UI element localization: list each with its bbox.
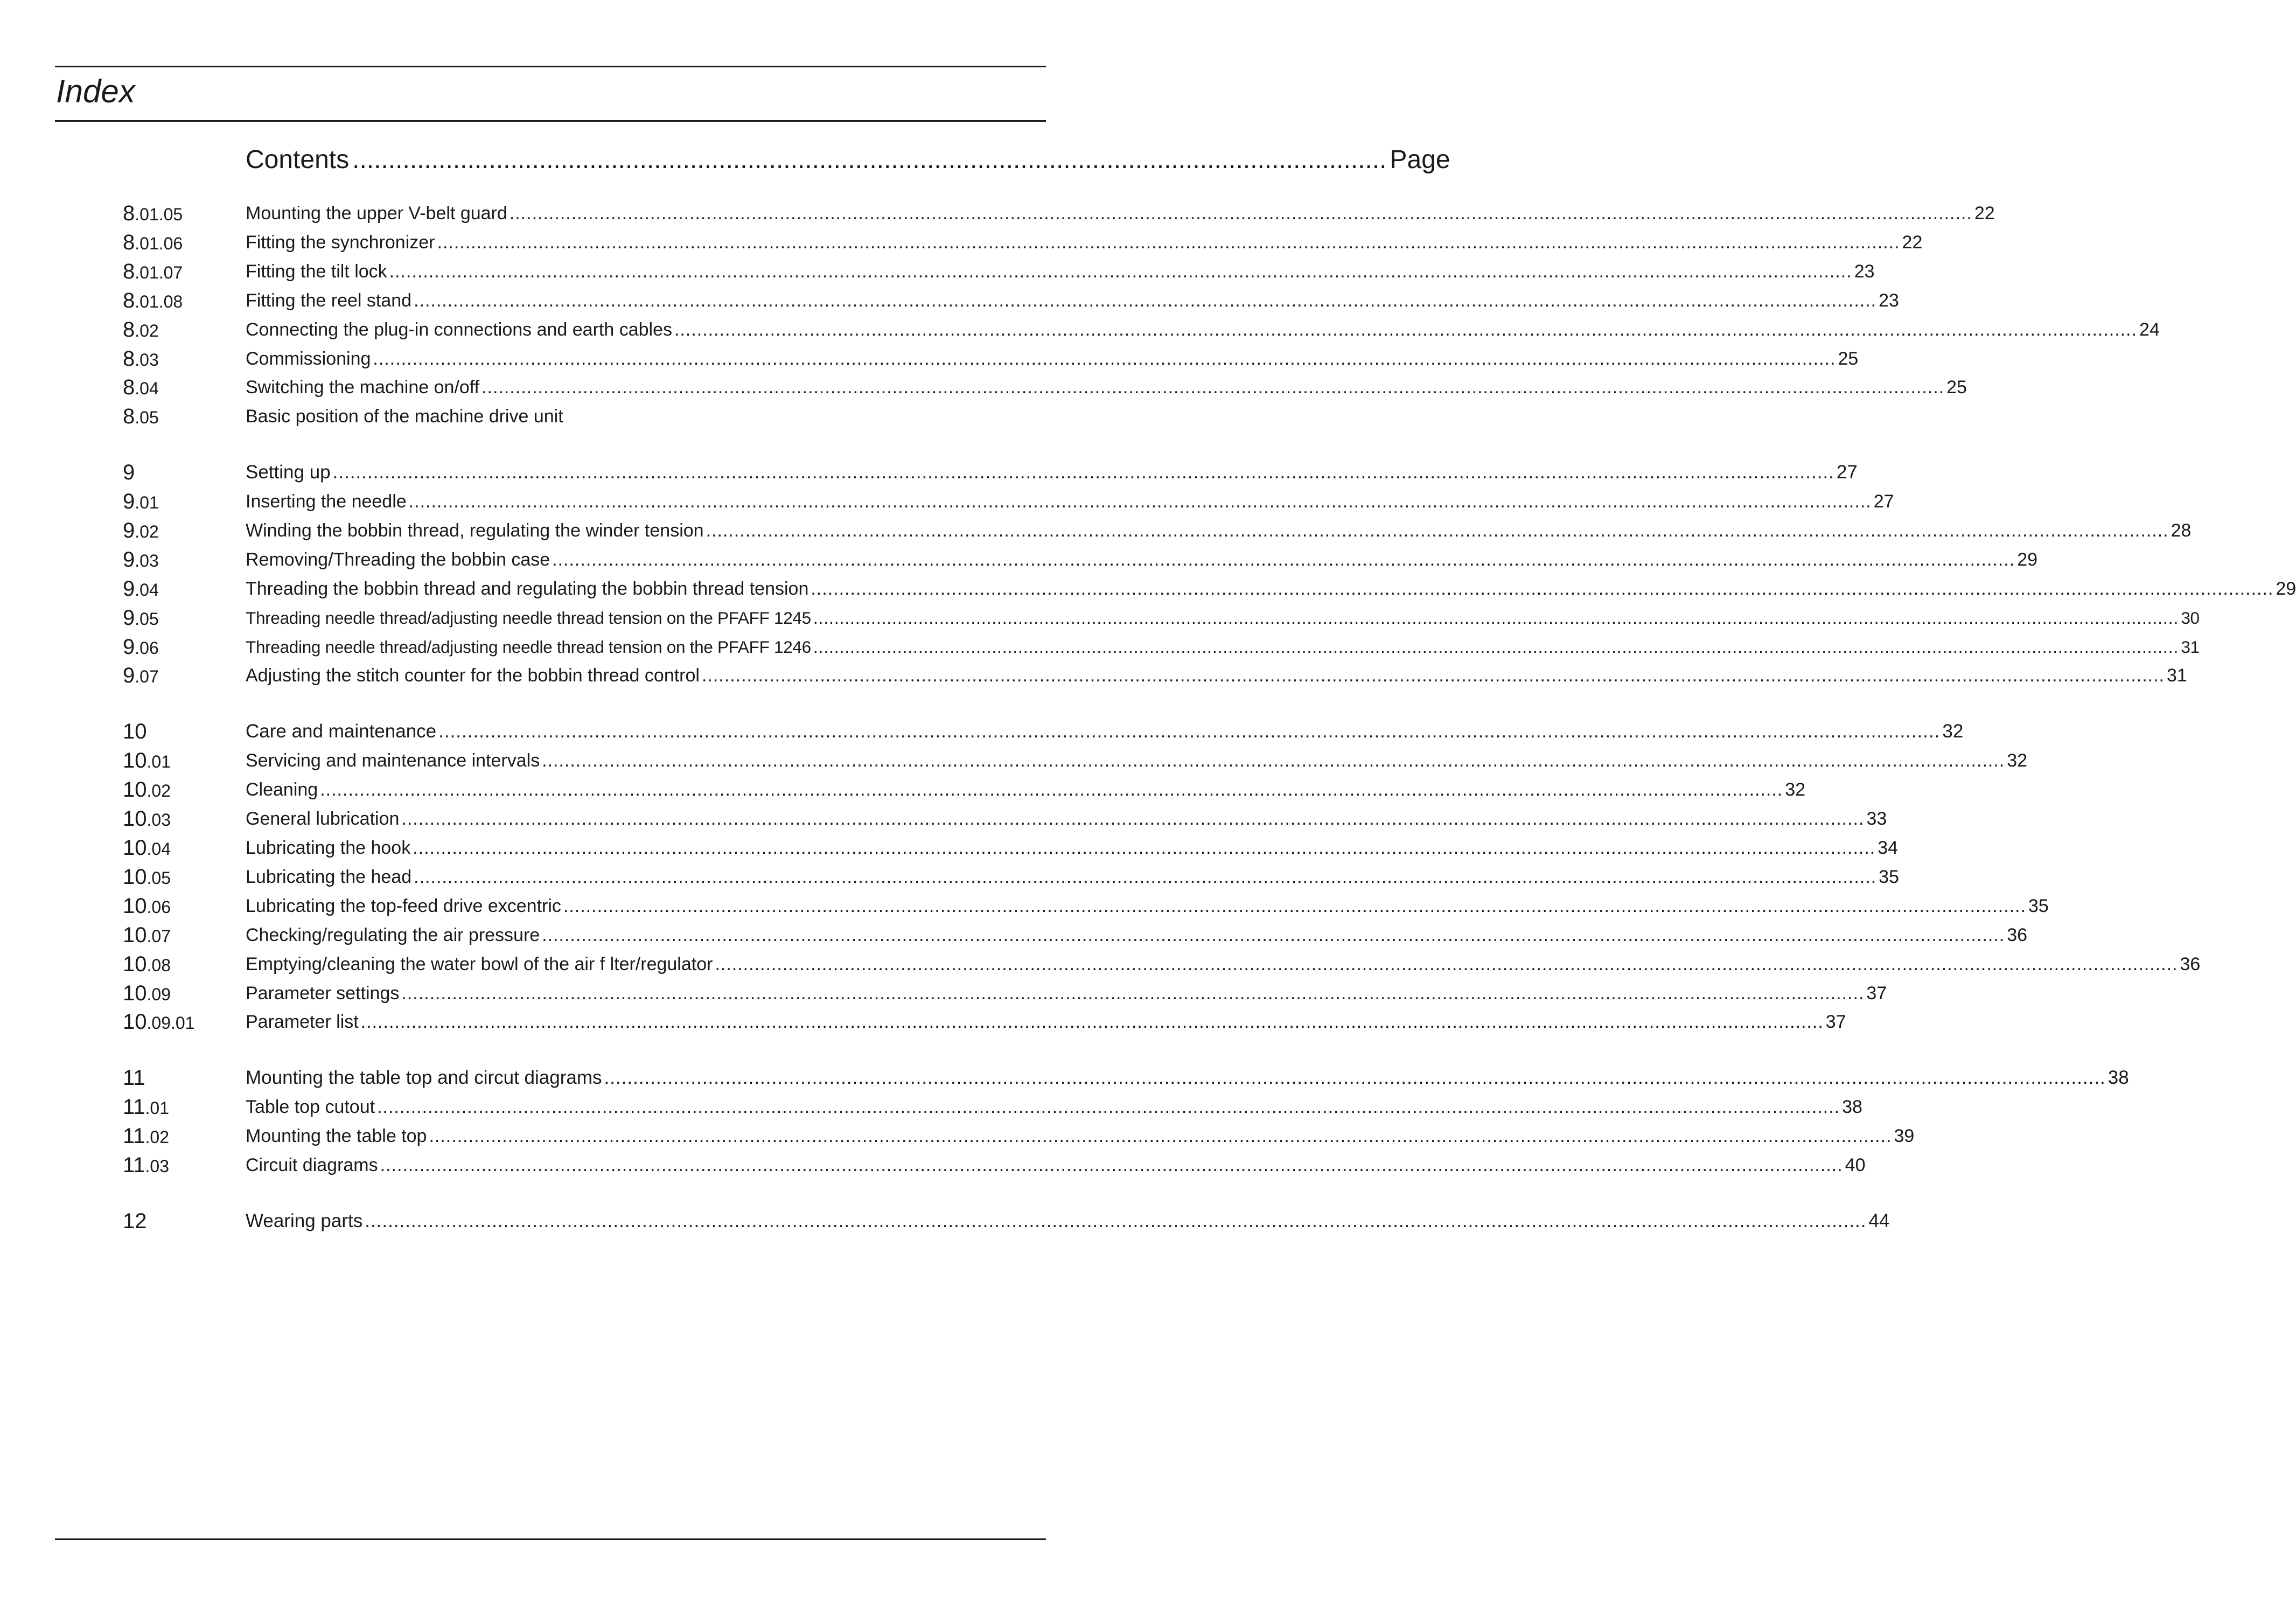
section-number-major: 10 [123,894,147,918]
contents-label: Contents [246,145,350,174]
section-number [123,228,183,258]
dot-leader: .................................................................................................................................................................................................................................................................... [715,954,2178,974]
section-number [123,717,147,746]
toc-entry[interactable] [246,979,1887,1008]
section-number [123,1122,169,1152]
page-number: 36 [2180,954,2201,974]
section-number-minor: .01.07 [135,263,183,282]
entry-title: Parameter list [246,1012,359,1032]
toc-entry[interactable] [246,833,1899,862]
dot-leader: .................................................................................................................................................................................................................................................................... [674,319,2138,340]
toc-entry[interactable] [246,950,2201,979]
section-number-minor: .02 [135,522,159,541]
dot-leader: .................................................................................................................................................................................................................................................................... [401,809,1865,829]
section-number-minor: .05 [135,609,159,629]
dot-leader: .................................................................................................................................................................................................................................................................... [414,867,1877,887]
section-number-major: 9 [123,548,135,572]
page-number: 34 [1878,838,1899,858]
page-number: 39 [1894,1126,1915,1146]
contents-leader: ................................................................................................................................................ [352,145,1387,174]
toc-entry[interactable] [246,199,1995,228]
dot-leader: .................................................................................................................................................................................................................................................................... [481,377,1945,398]
toc-row [0,862,1899,891]
page-number: 32 [1785,779,1806,800]
dot-leader: .................................................................................................................................................................................................................................................................... [438,721,1941,742]
toc-row [0,286,1899,315]
dot-leader: .................................................................................................................................................................................................................................................................... [332,462,1834,483]
section-number-major: 11 [123,1124,145,1148]
section-number [123,487,159,517]
toc-chapter-row [0,458,1858,487]
section-number-minor: .04 [146,839,171,859]
toc-entry[interactable] [246,373,1967,402]
toc-row [0,344,1859,373]
section-number-minor: .02 [135,321,159,340]
page-number: 44 [1868,1210,1890,1231]
toc-entry[interactable] [246,286,1899,315]
section-number-minor: .07 [146,927,171,946]
dot-leader: .................................................................................................................................................................................................................................................................... [377,1097,1840,1117]
section-number-major: 8 [123,260,135,283]
section-number [123,632,159,663]
section-number-major: 10 [123,923,147,947]
toc-entry[interactable] [246,1007,1846,1036]
section-number-major: 11 [123,1066,145,1090]
section-number-major: 9 [123,606,135,630]
entry-title: Inserting the needle [246,491,407,512]
toc-row [0,402,1142,431]
section-number-major: 11 [123,1095,145,1119]
entry-title: Table top cutout [246,1097,375,1117]
entry-title: Emptying/cleaning the water bowl of the air f lter/regulator [246,954,713,974]
section-number-major: 10 [123,778,147,802]
page-number: 33 [1866,809,1887,829]
section-number [123,373,159,403]
toc-entry[interactable] [246,458,1858,487]
section-number [123,833,171,863]
entry-title: Fitting the synchronizer [246,232,435,253]
page-number: 35 [1879,867,1899,887]
section-number [123,402,159,432]
page-number: 32 [1942,721,1964,742]
toc-entry[interactable] [246,632,2200,661]
page-title: Index [56,73,135,109]
section-number-major: 9 [123,577,135,601]
dot-leader: .................................................................................................................................................................................................................................................................... [542,750,2005,771]
toc-row [0,921,2028,950]
section-number [123,746,171,776]
toc-row [0,199,1995,228]
toc-entry[interactable] [246,746,2028,775]
toc-entry[interactable] [246,315,2160,344]
section-number-minor: .01 [146,752,171,771]
toc-chapter-row [0,717,1964,746]
dot-leader: .................................................................................................................................................................................................................................................................... [552,549,2015,570]
entry-title: Adjusting the stitch counter for the bobbin thread control [246,665,700,686]
section-number-major: 8 [123,289,135,312]
toc-row [0,632,2200,661]
section-number [123,775,171,805]
section-number [123,315,159,345]
section-number [123,1007,194,1037]
section-number-major: 9 [123,461,135,484]
toc-row [0,775,1806,804]
toc-entry[interactable] [246,1063,2129,1092]
page-number: 28 [2171,520,2192,541]
toc-entry[interactable] [246,862,1899,891]
section-number-minor: .05 [135,408,159,427]
section-number-minor: .01.05 [135,205,183,224]
section-number [123,804,171,834]
section-number-major: 10 [123,981,147,1005]
section-number-minor: .08 [146,956,171,975]
toc-row [0,1151,1866,1180]
entry-title: Cleaning [246,779,318,800]
section-number [123,950,171,980]
section-number-major: 9 [123,635,135,659]
entry-title: Threading needle thread/adjusting needle thread tension on the PFAFF 1245 [246,608,811,628]
toc-row [0,950,2201,979]
section-number [123,1207,147,1236]
entry-title: Commissioning [246,349,371,369]
dot-leader: .................................................................................................................................................................................................................................................................... [813,608,2179,628]
toc-row [0,1007,1846,1036]
entry-title: Mounting the table top and circut diagrams [246,1067,602,1088]
section-number-minor: .03 [145,1157,170,1176]
toc-entry[interactable] [246,603,2200,632]
page-number: 38 [2107,1067,2129,1088]
toc-entry[interactable] [246,891,2049,921]
toc-row [0,603,2200,632]
toc-entry[interactable] [246,228,1923,257]
entry-title: Mounting the table top [246,1126,427,1146]
toc-row [0,833,1899,862]
section-number-minor: .05 [146,868,171,888]
page-number: 37 [1825,1012,1846,1032]
toc-row [0,545,2038,574]
toc-chapter-row [0,1063,2129,1092]
section-number-minor: .03 [135,350,159,370]
entry-title: Winding the bobbin thread, regulating the winder tension [246,520,704,541]
section-number [123,1063,145,1092]
toc-entry[interactable] [246,487,1894,516]
toc-row [0,257,1875,286]
section-number-minor: .01 [135,493,159,512]
section-number-minor: .01.06 [135,234,183,253]
header-rule [55,120,1046,122]
toc-entry[interactable] [246,402,1030,431]
page-number: 23 [1854,261,1875,282]
section-number-minor: .04 [135,379,159,398]
toc-entry[interactable] [246,1122,1915,1151]
toc-row [0,315,2160,344]
toc-row [0,804,1887,833]
dot-leader: .................................................................................................................................................................................................................................................................... [380,1155,1843,1175]
entry-title: Wearing parts [246,1210,363,1231]
page-number: 29 [2276,579,2296,599]
section-number-minor: .03 [135,551,159,570]
bottom-rule [55,1538,1046,1540]
section-number [123,661,159,691]
toc-row [0,574,2296,603]
toc-entry[interactable] [246,661,2187,690]
entry-title: Threading the bobbin thread and regulating the bobbin thread tension [246,579,809,599]
toc-row [0,1092,1862,1122]
entry-title: Threading needle thread/adjusting needle thread tension on the PFAFF 1246 [246,637,811,657]
entry-title: Servicing and maintenance intervals [246,750,540,771]
toc-entry[interactable] [246,574,2296,603]
dot-leader: .................................................................................................................................................................................................................................................................... [414,290,1877,311]
toc-entry[interactable] [246,775,1806,804]
entry-title: Switching the machine on/off [246,377,480,398]
entry-title: Setting up [246,462,331,483]
page-number: 35 [2028,896,2049,916]
section-number-major: 8 [123,405,135,428]
page-number: 22 [1974,203,1995,224]
section-number-major: 9 [123,490,135,513]
section-number [123,344,159,374]
entry-title: Lubricating the head [246,867,412,887]
toc-row [0,891,2049,921]
section-number [123,516,159,546]
section-number-minor: .02 [145,1127,170,1147]
section-number-minor: .02 [146,781,171,800]
page-number: 27 [1873,491,1894,512]
entry-title: Lubricating the top-feed drive excentric [246,896,561,916]
page-number: 30 [2181,608,2200,628]
toc-row [0,487,1894,516]
section-number [123,979,171,1009]
section-number [123,862,171,893]
section-number-major: 10 [123,952,147,976]
dot-leader: .................................................................................................................................................................................................................................................................... [813,637,2179,657]
toc-chapter-row [0,1207,1890,1236]
toc-entry[interactable] [246,257,1875,286]
section-number-minor: .09 [146,985,171,1004]
section-number-major: 12 [123,1209,147,1233]
section-number-minor: .01.08 [135,292,183,311]
entry-title: Checking/regulating the air pressure [246,925,540,945]
section-number-minor: .07 [135,667,159,686]
section-number-major: 9 [123,664,135,687]
toc-row [0,228,1923,257]
dot-leader: .................................................................................................................................................................................................................................................................... [360,1012,1824,1032]
entry-title: Fitting the tilt lock [246,261,387,282]
section-number [123,1151,169,1181]
page-column-label: Page [1390,145,1450,174]
toc-entry[interactable] [246,1151,1866,1180]
section-number-minor: .03 [146,810,171,830]
dot-leader: .................................................................................................................................................................................................................................................................... [542,925,2005,945]
toc-row [0,516,2192,545]
page-number: 29 [2017,549,2038,570]
page-number: 24 [2139,319,2160,340]
toc-row [0,661,2187,690]
page-number: 31 [2167,665,2187,686]
entry-title: Lubricating the hook [246,838,411,858]
toc-row [0,746,2028,775]
section-number-major: 9 [123,519,135,542]
section-number-major: 10 [123,836,147,860]
toc-entry[interactable] [246,804,1887,833]
section-number-minor: .01 [145,1098,170,1118]
page-number: 32 [2007,750,2028,771]
dot-leader: .................................................................................................................................................................................................................................................................... [373,349,1836,369]
section-number-minor: .06 [146,897,171,917]
page-number: 37 [1866,983,1887,1004]
page-number: 36 [2007,925,2028,945]
toc-entry[interactable] [246,1207,1890,1236]
section-number-major: 10 [123,865,147,889]
section-number [123,1092,169,1123]
entry-title: Basic position of the machine drive unit [246,406,563,427]
section-number [123,458,135,487]
section-number [123,286,183,316]
section-number-major: 8 [123,375,135,399]
section-number [123,199,183,229]
toc-row [0,373,1967,402]
section-number-major: 8 [123,201,135,225]
dot-leader: .................................................................................................................................................................................................................................................................... [811,579,2274,599]
toc-entry[interactable] [246,344,1859,373]
page-number: 38 [1842,1097,1862,1117]
entry-title: Fitting the reel stand [246,290,412,311]
section-number [123,603,159,633]
section-number-major: 10 [123,807,147,831]
page-number: 23 [1879,290,1899,311]
section-number-major: 8 [123,318,135,342]
dot-leader: .................................................................................................................................................................................................................................................................... [401,983,1865,1004]
dot-leader: .................................................................................................................................................................................................................................................................... [365,1210,1867,1231]
dot-leader: .................................................................................................................................................................................................................................................................... [408,491,1872,512]
entry-title: General lubrication [246,809,400,829]
entry-title: Care and maintenance [246,721,437,742]
section-number-minor: .04 [135,580,159,600]
toc-row [0,1122,1915,1151]
dot-leader: .................................................................................................................................................................................................................................................................... [701,665,2165,686]
toc-entry[interactable] [246,516,2192,545]
section-number [123,891,171,922]
entry-title: Parameter settings [246,983,400,1004]
section-number [123,257,183,287]
dot-leader: .................................................................................................................................................................................................................................................................... [413,838,1876,858]
section-number-major: 10 [123,720,147,743]
toc-entry[interactable] [246,545,2038,574]
dot-leader: .................................................................................................................................................................................................................................................................... [509,203,1972,224]
toc-row [0,979,1887,1008]
dot-leader: .................................................................................................................................................................................................................................................................... [429,1126,1892,1146]
top-rule [55,66,1046,67]
entry-title: Connecting the plug-in connections and earth cables [246,319,672,340]
toc-entry[interactable] [246,921,2028,950]
section-number-minor: .09.01 [146,1013,195,1033]
page-number: 31 [2181,637,2200,657]
dot-leader: .................................................................................................................................................................................................................................................................... [604,1067,2106,1088]
dot-leader: .................................................................................................................................................................................................................................................................... [320,779,1783,800]
entry-title: Circuit diagrams [246,1155,378,1175]
entry-title: Removing/Threading the bobbin case [246,549,550,570]
page-number: 27 [1836,462,1858,483]
section-number-major: 11 [123,1153,145,1177]
dot-leader: .................................................................................................................................................................................................................................................................... [563,896,2026,916]
section-number [123,545,159,575]
dot-leader: .................................................................................................................................................................................................................................................................... [389,261,1852,282]
dot-leader: .................................................................................................................................................................................................................................................................... [437,232,1900,253]
section-number-major: 10 [123,1010,147,1034]
page-number: 40 [1845,1155,1866,1175]
entry-title: Mounting the upper V-belt guard [246,203,507,224]
section-number-major: 8 [123,231,135,254]
toc-entry[interactable] [246,1092,1862,1122]
dot-leader: .................................................................................................................................................................................................................................................................... [706,520,2169,541]
contents-header [246,141,1450,179]
page-number: 25 [1838,349,1859,369]
section-number [123,574,159,604]
section-number-major: 10 [123,749,147,772]
section-number-major: 8 [123,347,135,371]
page-number: 22 [1902,232,1923,253]
section-number-minor: .06 [135,638,159,658]
page-number: 25 [1946,377,1967,398]
section-number [123,921,171,951]
toc-entry[interactable] [246,717,1964,746]
